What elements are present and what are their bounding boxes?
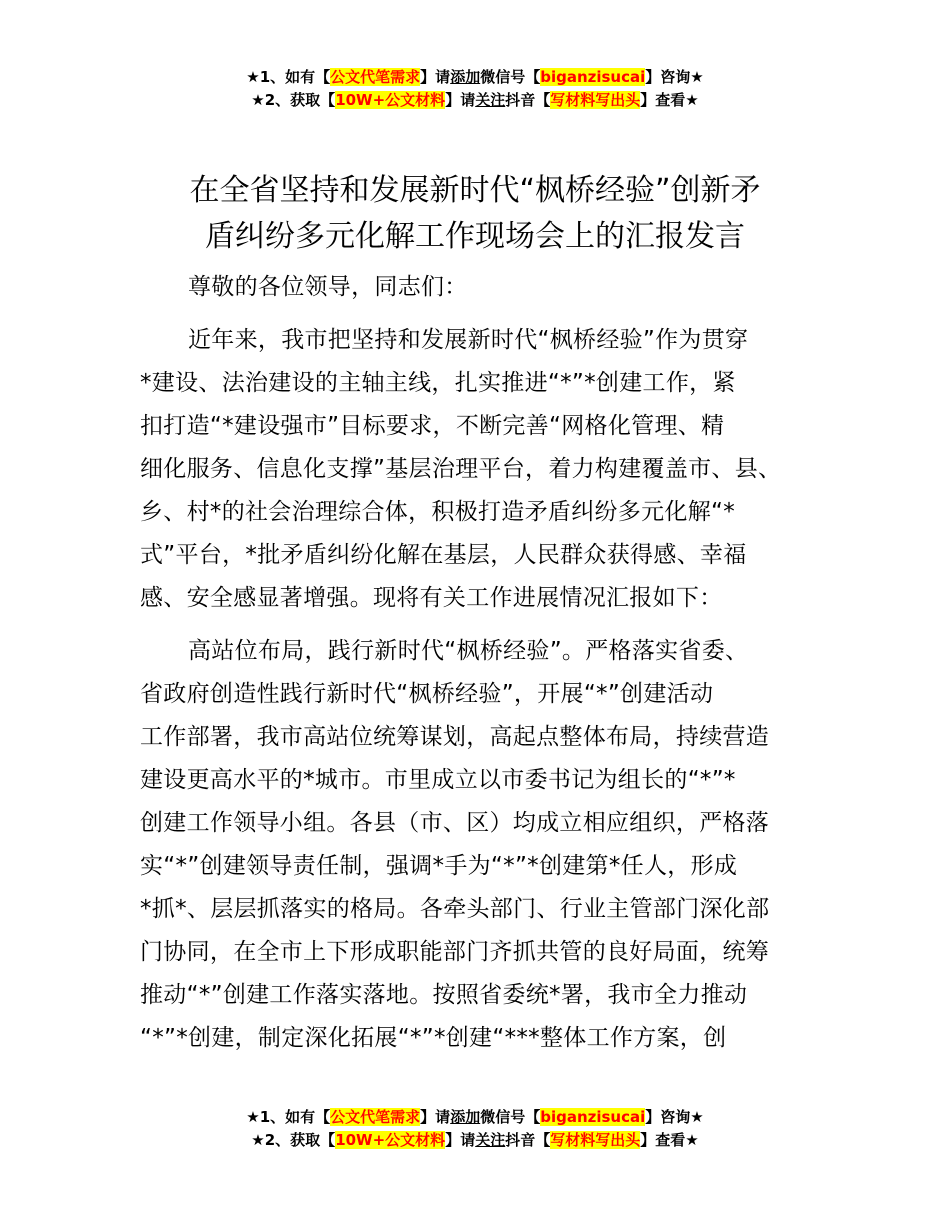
banner-text: 】请 xyxy=(445,91,476,109)
title-line: 在全省坚持和发展新时代“枫桥经验”创新矛 xyxy=(189,173,761,208)
salutation: 尊敬的各位领导，同志们： xyxy=(188,274,468,300)
paragraph-1 xyxy=(140,319,810,620)
paragraph-line: 推动“*”创建工作落实落地。按照省委统*署，我市全力推动 xyxy=(140,982,748,1008)
banner-text: 抖音【 xyxy=(505,1131,551,1149)
paragraph-line: “*”*创建，制定深化拓展“*”*创建“***整体工作方案，创 xyxy=(140,1025,727,1051)
banner-highlight: 写材料写出头 xyxy=(550,91,641,109)
title-line: 盾纠纷多元化解工作现场会上的汇报发言 xyxy=(205,219,745,254)
banner-underlined: 添加 xyxy=(450,68,481,86)
banner-text: ★1、如有【 xyxy=(246,68,331,86)
banner-text: ★2、获取【 xyxy=(251,1131,336,1149)
paragraph-line: 乡、村*的社会治理综合体，积极打造矛盾纠纷多元化解“* xyxy=(140,499,736,525)
banner-highlight: 写材料写出头 xyxy=(550,1131,641,1149)
paragraph-line: 细化服务、信息化支撑”基层治理平台，着力构建覆盖市、县、 xyxy=(140,456,782,482)
banner-line-1 xyxy=(0,66,950,89)
banner-text: 】查看★ xyxy=(640,1131,699,1149)
banner-line-2 xyxy=(0,1129,950,1152)
document-body xyxy=(140,266,810,1060)
banner-text: 】请 xyxy=(420,1108,451,1126)
banner-highlight: 公文代笔需求 xyxy=(330,68,421,86)
banner-line-1 xyxy=(0,1106,950,1129)
banner-highlight: biganzisucai xyxy=(540,1108,646,1126)
banner-line-2 xyxy=(0,89,950,112)
banner-text: 】查看★ xyxy=(640,91,699,109)
paragraph-line: 工作部署，我市高站位统筹谋划，高起点整体布局，持续营造 xyxy=(140,724,770,750)
paragraph-line: 门协同，在全市上下形成职能部门齐抓共管的良好局面，统筹 xyxy=(140,939,770,965)
banner-text: ★1、如有【 xyxy=(246,1108,331,1126)
paragraph-line: 式”平台，*批矛盾纠纷化解在基层，人民群众获得感、幸福 xyxy=(140,542,747,568)
banner-highlight: biganzisucai xyxy=(540,68,646,86)
banner-text: 】咨询★ xyxy=(645,68,704,86)
banner-text: 微信号【 xyxy=(480,1108,541,1126)
footer-banner xyxy=(0,1106,950,1152)
banner-text: 】请 xyxy=(420,68,451,86)
paragraph-line: 近年来，我市把坚持和发展新时代“枫桥经验”作为贯穿 xyxy=(188,327,749,353)
banner-highlight: 10W+公文材料 xyxy=(335,91,446,109)
banner-text: 】咨询★ xyxy=(645,1108,704,1126)
banner-underlined: 关注 xyxy=(475,91,506,109)
banner-text: 微信号【 xyxy=(480,68,541,86)
banner-text: 抖音【 xyxy=(505,91,551,109)
paragraph-line: 建设更高水平的*城市。市里成立以市委书记为组长的“*”* xyxy=(140,767,736,793)
banner-underlined: 关注 xyxy=(475,1131,506,1149)
paragraph-line: 扣打造“*建设强市”目标要求，不断完善“网格化管理、精 xyxy=(140,413,725,439)
paragraph-line: 创建工作领导小组。各县（市、区）均成立相应组织，严格落 xyxy=(140,810,770,836)
banner-highlight: 公文代笔需求 xyxy=(330,1108,421,1126)
paragraph-line: *抓*、层层抓落实的格局。各牵头部门、行业主管部门深化部 xyxy=(140,896,770,922)
banner-text: 】请 xyxy=(445,1131,476,1149)
paragraph-line: 高站位布局，践行新时代“枫桥经验”。严格落实省委、 xyxy=(188,638,749,664)
banner-highlight: 10W+公文材料 xyxy=(335,1131,446,1149)
paragraph-line: 省政府创造性践行新时代“枫桥经验”，开展“*”创建活动 xyxy=(140,681,714,707)
banner-underlined: 添加 xyxy=(450,1108,481,1126)
document-title xyxy=(140,168,810,260)
banner-text: ★2、获取【 xyxy=(251,91,336,109)
paragraph-2 xyxy=(140,630,810,1060)
paragraph-line: *建设、法治建设的主轴主线，扎实推进“*”*创建工作，紧 xyxy=(140,370,736,396)
header-banner xyxy=(0,66,950,112)
paragraph-line: 感、安全感显著增强。现将有关工作进展情况汇报如下： xyxy=(140,585,723,611)
paragraph-line: 实“*”创建领导责任制，强调*手为“*”*创建第*任人，形成 xyxy=(140,853,738,879)
